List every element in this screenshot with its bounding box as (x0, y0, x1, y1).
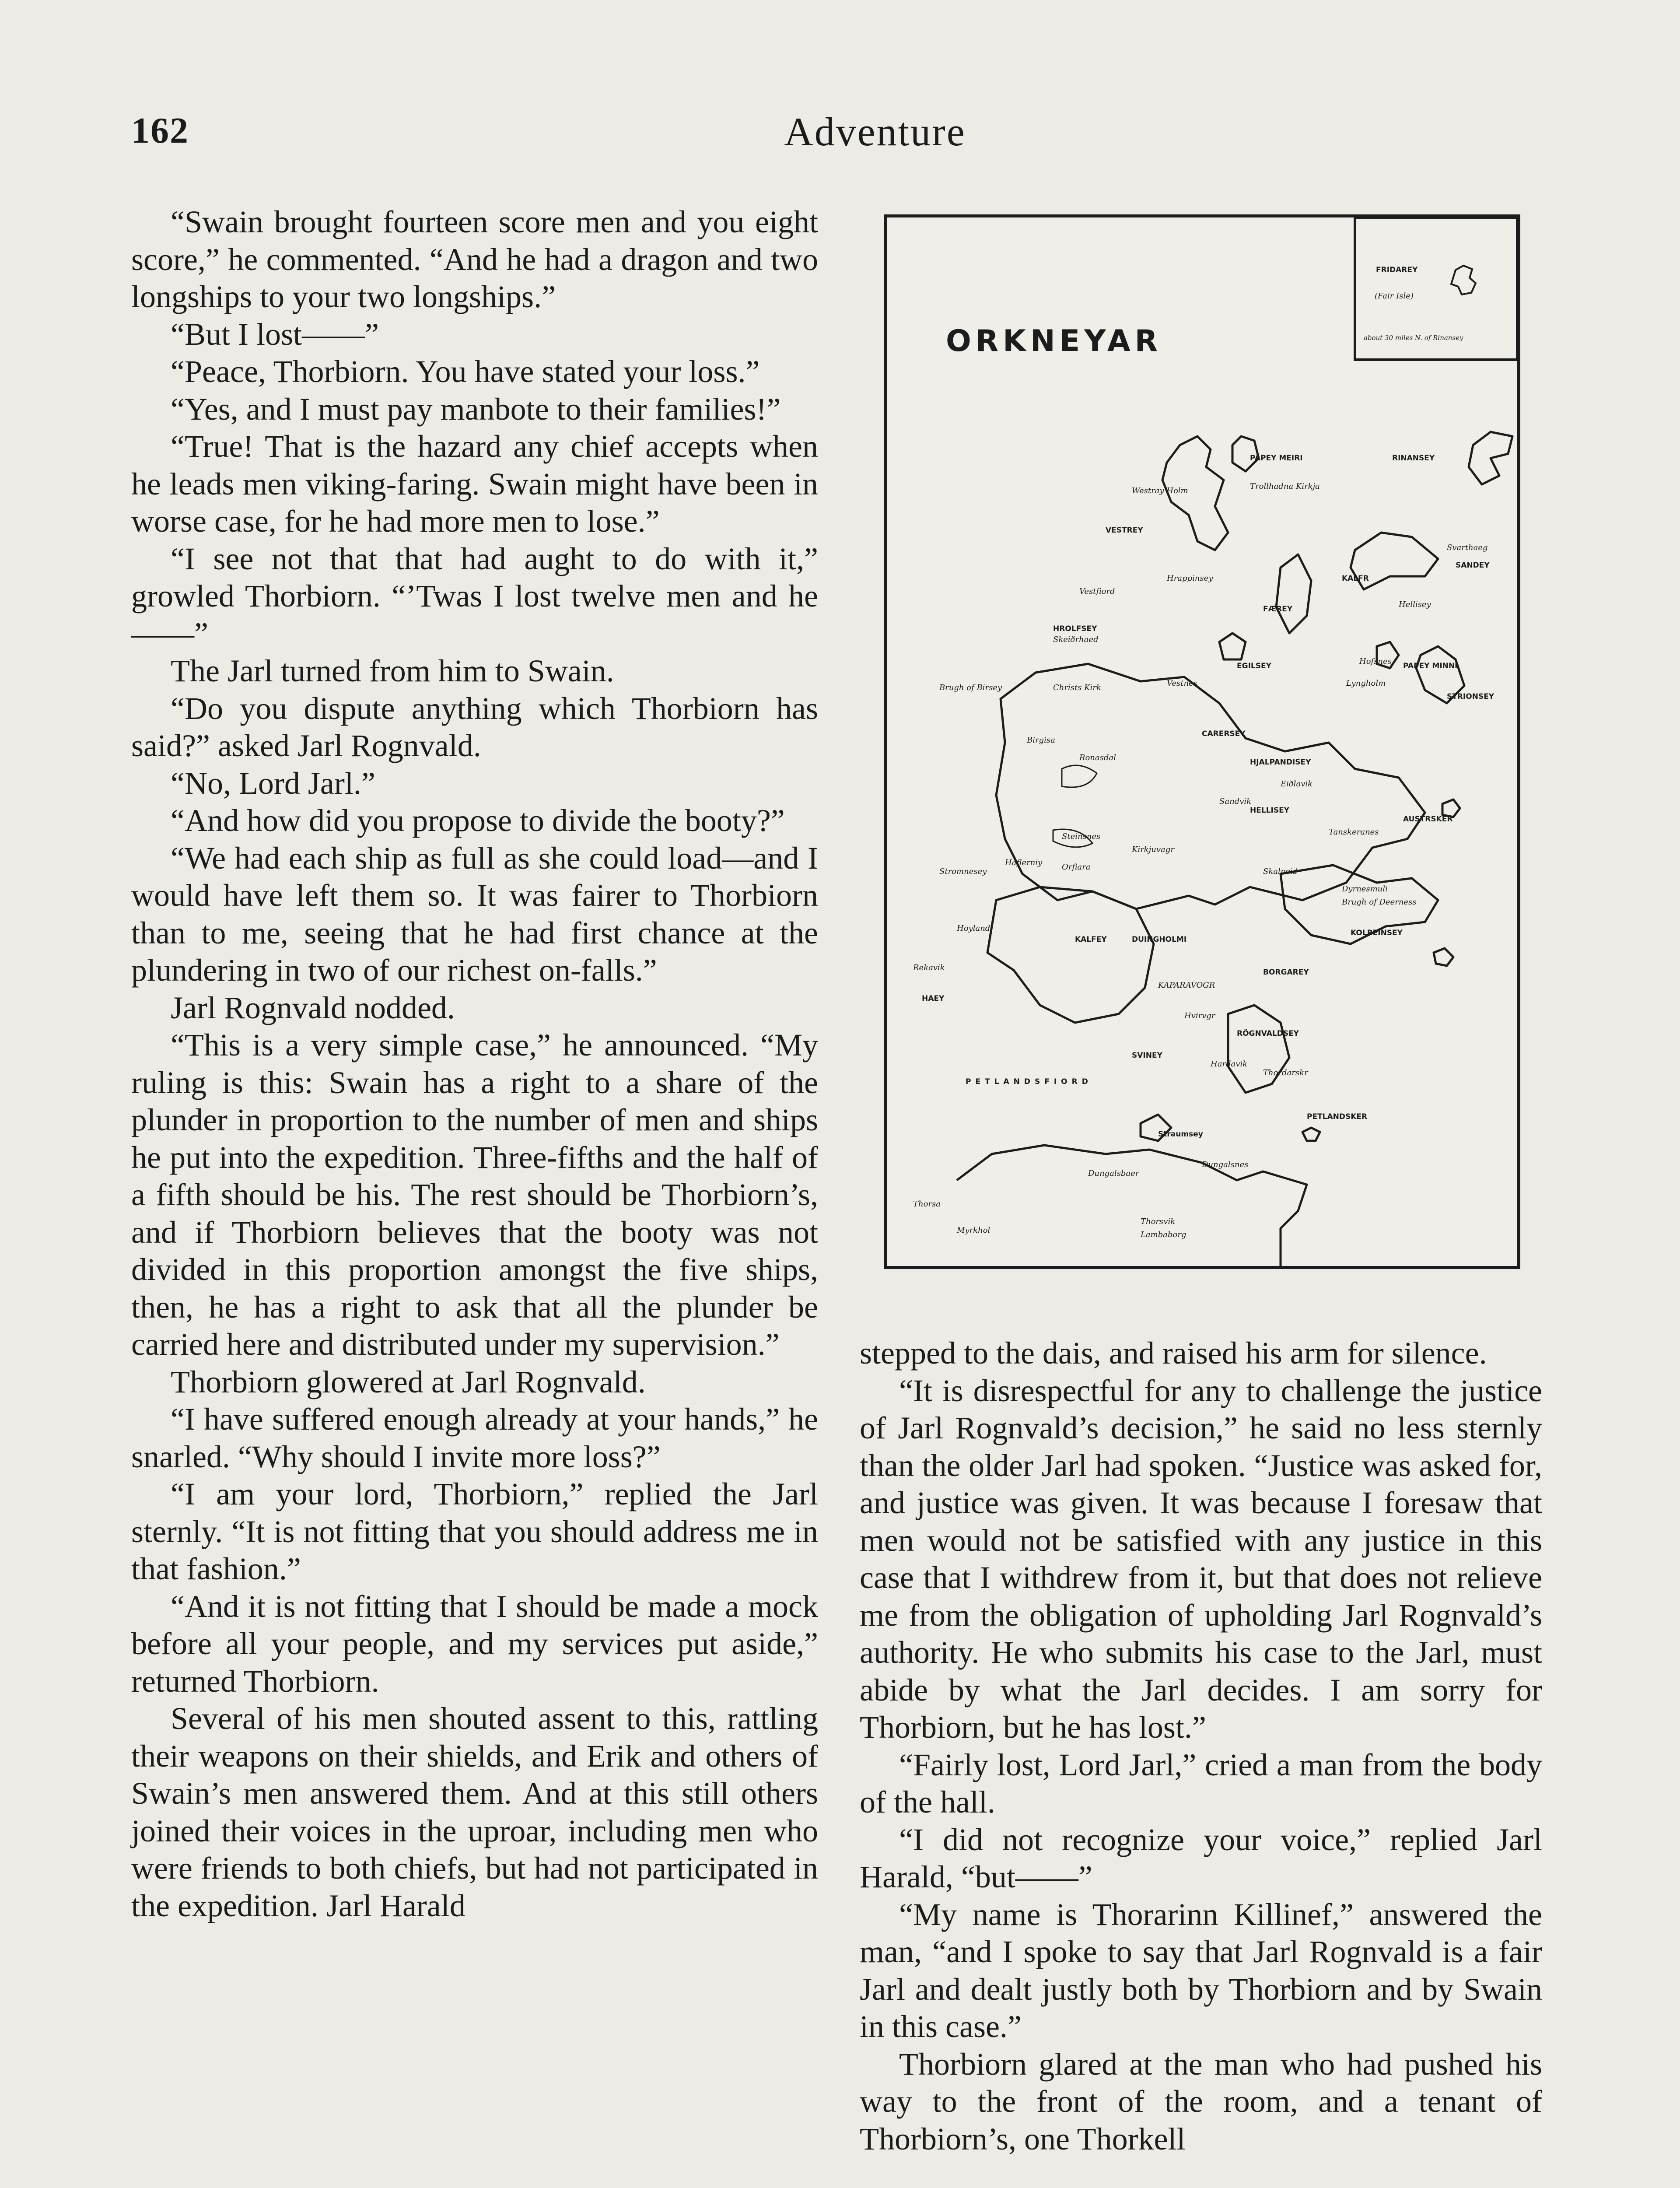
paragraph: “Peace, Thorbiorn. You have stated your loss.” (171, 354, 760, 389)
map-figure (884, 214, 1520, 1269)
eday-shape (1276, 554, 1311, 633)
map-label: Birgisa (1027, 736, 1055, 745)
map-label: Kirkjuvagr (1132, 845, 1174, 854)
map-label: STRIONSEY (1447, 692, 1494, 701)
paragraph: Thorbiorn glowered at Jarl Rognvald. (171, 1364, 646, 1399)
paragraph: “Fairly lost, Lord Jarl,” cried a man from the body of the hall. (860, 1747, 1542, 1820)
map-label: Dungalsnes (1202, 1160, 1249, 1169)
paragraph: “But I lost——” (171, 316, 379, 352)
map-label: Orfiara (1062, 863, 1091, 872)
map-label: Lambaborg (1141, 1230, 1186, 1239)
paragraph: “This is a very simple case,” he announced. “My ruling is this: Swain has a right to a share of the plunder in proportion to the number of men and ships he put into the expedition. Three-fifths and the half of a fifth should be his. The rest should be Thorbiorn’s, and if Thorbiorn believes that the booty was not divided in this proportion amongst the five ships, then, he has a right to ask that all the plunder be carried here and distributed under my supervision.” (131, 1027, 818, 1362)
ronaldsay-shape (1228, 1005, 1289, 1093)
map-label: SANDEY (1456, 561, 1490, 570)
hoy-shape (987, 887, 1154, 1023)
paragraph: “And it is not fitting that I should be made a mock before all your people, and my services put aside,” returned Thorbiorn. (131, 1588, 818, 1699)
map-label: PETLANDSFIORD (966, 1077, 1092, 1086)
map-label: HAEY (922, 994, 945, 1003)
paragraph: “I have suffered enough already at your hands,” he snarled. “Why should I invite more loss?” (131, 1402, 818, 1474)
map-label: Brugh of Birsey (939, 683, 1002, 692)
paragraph: The Jarl turned from him to Swain. (171, 653, 614, 688)
map-label: Eiðlavik (1281, 779, 1313, 789)
map-label: Westray Holm (1132, 486, 1188, 495)
paragraph: “It is disrespectful for any to challenge the justice of Jarl Rognvald’s decision,” he said no less sternly than the older Jarl had spoken. “Justice was asked for, and justice was given. It was because I foresaw that men would not be satisfied with any justice in this case that I withdrew from it, but that does not relieve me from the obligation of upholding Jarl Rognvald’s authority. He who submits his case to the Jarl, must abide by what the Jarl decides. I am sorry for Thorbiorn, but he has lost.” (860, 1373, 1542, 1745)
map-label: Stromnesey (939, 867, 987, 876)
paragraph: stepped to the dais, and raised his arm for silence. (860, 1336, 1487, 1371)
auskerry-shape (1442, 799, 1460, 817)
map-label: Svarthaeg (1447, 543, 1488, 552)
paragraph: “I see not that that had aught to do with it,” growled Thorbiorn. “’Twas I lost twelve men and he——” (131, 541, 818, 651)
map-label: RÖGNVALDSEY (1237, 1029, 1299, 1038)
map-title: ORKNEYAR (946, 324, 1162, 358)
map-label: SVINEY (1132, 1051, 1162, 1060)
paragraph: Thorbiorn glared at the man who had pushed his way to the front of the room, and a tenant of Thorbiorn’s, one Thorkell (860, 2046, 1542, 2156)
paragraph: Several of his men shouted assent to this, rattling their weapons on their shields, and Erik and others of Swain’s men answered them. And at this still others joined their voices in the uproar, including men who were friends to both chiefs, but had not participated in the expedition. Jarl Harald (131, 1701, 818, 1923)
page-number: 162 (131, 110, 189, 151)
map-label: Ronasdal (1079, 753, 1116, 762)
inset-note: about 30 miles N. of Rinansey (1364, 334, 1463, 342)
paragraph: “No, Lord Jarl.” (171, 765, 375, 801)
map-label: Thordarskr (1263, 1068, 1308, 1077)
rinansey-shape (1469, 432, 1512, 484)
map-label: Thorsvik (1141, 1217, 1176, 1226)
map-label: Rekavik (913, 963, 945, 972)
paragraph: “I am your lord, Thorbiorn,” replied the Jarl sternly. “It is not fitting that you should address me in that fashion.” (131, 1476, 818, 1586)
map-label: Vestnes (1167, 679, 1197, 688)
map-label: Christs Kirk (1053, 683, 1101, 692)
map-label: Skalpeid (1263, 867, 1298, 876)
running-head: Adventure (784, 109, 966, 154)
map-label: Brugh of Deerness (1342, 898, 1417, 907)
map-label: KALFEY (1075, 935, 1107, 944)
paragraph: Jarl Rognvald nodded. (171, 990, 455, 1025)
map-label: Hellisey (1399, 600, 1431, 609)
map-label: AUSTRSKER (1403, 815, 1453, 824)
pentland-skerry-shape (1302, 1128, 1320, 1141)
map-label: RINANSEY (1392, 454, 1435, 463)
paragraph: “My name is Thorarinn Killinef,” answered the man, “and I spoke to say that Jarl Rognvald is a fair Jarl and dealt justly both by Thorbiorn and by Swain in this case.” (860, 1897, 1542, 2044)
map-label: Trollhadna Kirkja (1250, 482, 1320, 491)
map-label: HELLISEY (1250, 806, 1289, 815)
map-label: HROLFSEY (1053, 624, 1097, 633)
map-label: Hofsnes (1359, 657, 1392, 666)
map-label: Steinsnes (1062, 832, 1101, 841)
inset-title: FRIDAREY (1376, 266, 1418, 274)
mainland-shape (996, 664, 1425, 909)
map-label: Hardavik (1211, 1059, 1248, 1069)
left-column (131, 203, 818, 1925)
map-label: Myrkhol (957, 1226, 990, 1235)
paragraph: “Do you dispute anything which Thorbiorn has said?” asked Jarl Rognvald. (131, 691, 818, 763)
map-label: KOLBEINSEY (1351, 929, 1403, 937)
paragraph: “I did not recognize your voice,” replied Jarl Harald, “but——” (860, 1822, 1542, 1894)
paragraph: “Swain brought fourteen score men and you eight score,” he commented. “And he had a dragon and two longships to your two longships.” (131, 204, 818, 314)
map-label: KAPARAVOGR (1158, 981, 1215, 990)
map-label: Dungalsbaer (1088, 1169, 1139, 1178)
caithness-coast (957, 1145, 1307, 1266)
map-label: Tanskeranes (1329, 828, 1379, 837)
map-label: Straumsey (1158, 1130, 1203, 1139)
map-label: Sandvik (1219, 797, 1252, 806)
map-label: PETLANDSKER (1307, 1112, 1368, 1121)
map-label: FÆREY (1263, 605, 1293, 614)
map-label: Hoyland (957, 924, 990, 933)
map-label: Dyrnesmuli (1342, 884, 1388, 894)
map-label: VESTREY (1106, 526, 1143, 535)
map-label: Skeiðrhaed (1053, 635, 1099, 644)
map-label: KALFR (1342, 574, 1369, 583)
paragraph: “Yes, and I must pay manbote to their families!” (171, 391, 781, 427)
inset-subtitle: (Fair Isle) (1375, 291, 1414, 301)
map-label: BORGAREY (1263, 968, 1309, 977)
map-label: EGILSEY (1237, 662, 1271, 670)
map-label: Thorsa (913, 1199, 941, 1209)
map-label: Hvirvgr (1184, 1011, 1215, 1020)
paragraph: “True! That is the hazard any chief accepts when he leads men viking-faring. Swain might have been in worse case, for he had more men to lose.” (131, 429, 818, 539)
fair-isle-shape (1451, 266, 1476, 295)
copinsay-shape (1434, 948, 1453, 966)
map-label: HJALPANDISEY (1250, 758, 1311, 767)
paragraph: “And how did you propose to divide the booty?” (171, 803, 785, 838)
egilsey-shape (1219, 633, 1246, 659)
map-label: PAPEY MEIRI (1250, 454, 1303, 463)
orkney-map (887, 217, 1517, 1266)
loch-1 (1062, 765, 1097, 787)
paragraph: “We had each ship as full as she could load—and I would have left them so. It was fairer to Thorbiorn than to me, seeing that he had first chance at the plundering in two of our richest on-falls.” (131, 840, 818, 988)
map-label: PAPEY MINNI (1403, 662, 1458, 670)
map-label: CARERSEY (1202, 729, 1246, 738)
map-label: DUINGHOLMI (1132, 935, 1187, 944)
map-label: Lyngholm (1346, 679, 1386, 688)
map-label: Haflerniy (1005, 858, 1043, 867)
right-column (860, 1335, 1542, 2158)
map-label: Vestfiord (1079, 587, 1115, 596)
map-label: Hrappinsey (1167, 574, 1213, 583)
